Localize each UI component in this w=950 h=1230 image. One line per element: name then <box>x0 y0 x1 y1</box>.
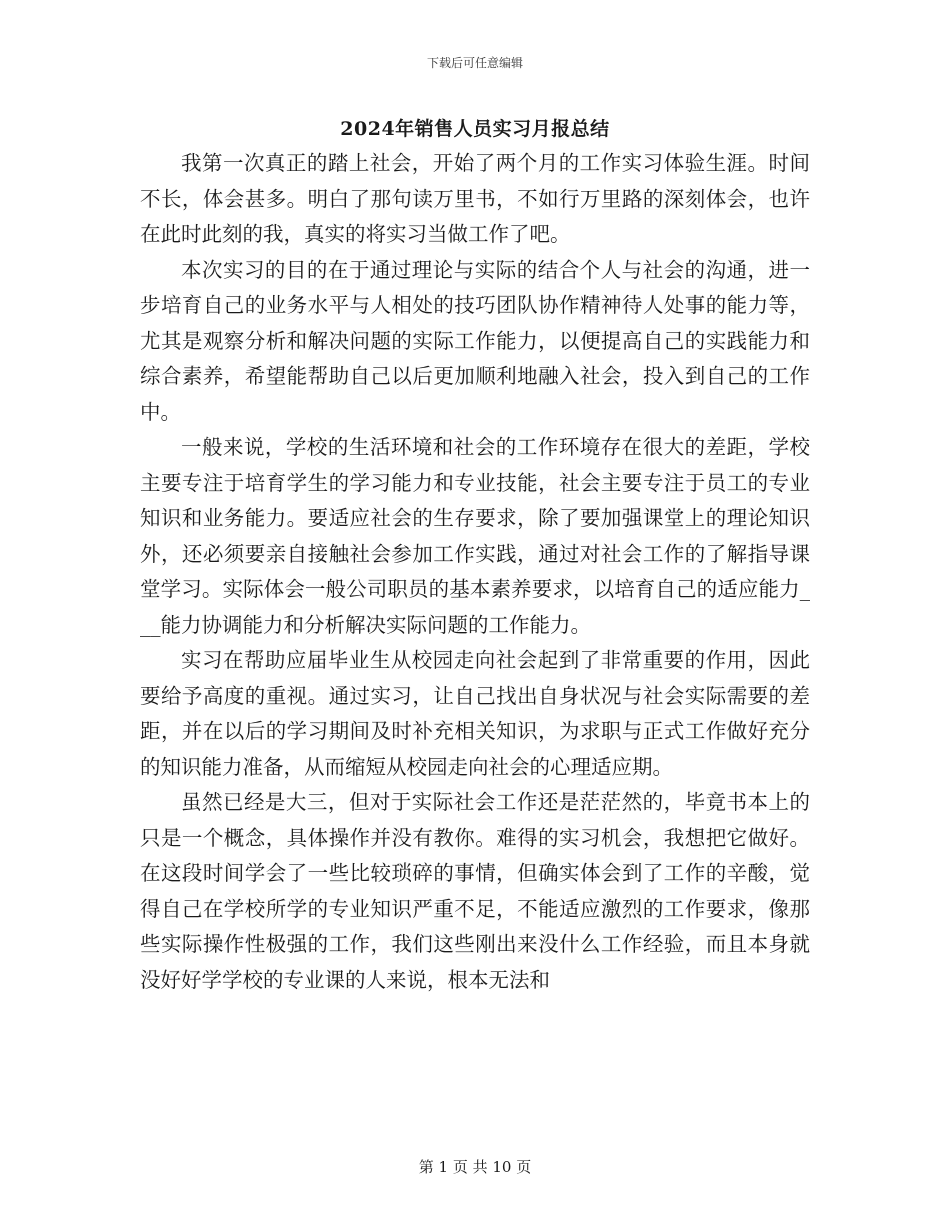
paragraph: 我第一次真正的踏上社会，开始了两个月的工作实习体验生涯。时间不长，体会甚多。明白了那句读万里书，不如行万里路的深刻体会，也许在此时此刻的我，真实的将实习当做工作了吧。 <box>140 151 810 246</box>
page-number: 第 1 页 共 10 页 <box>418 1158 532 1176</box>
document-body <box>140 146 810 998</box>
paragraph: 实习在帮助应届毕业生从校园走向社会起到了非常重要的作用，因此要给予高度的重视。通过实习，让自己找出自身状况与社会实际需要的差距，并在以后的学习期间及时补充相关知识，为求职与正式工作做好充分的知识能力准备，从而缩短从校园走向社会的心理适应期。 <box>140 648 810 779</box>
paragraph: 一般来说，学校的生活环境和社会的工作环境存在很大的差距，学校主要专注于培育学生的学习能力和专业技能，社会主要专注于员工的专业知识和业务能力。要适应社会的生存要求，除了要加强课堂上的理论知识外，还必须要亲自接触社会参加工作实践，通过对社会工作的了解指导课堂学习。实际体会一般公司职员的基本素养要求，以培育自己的适应能力___能力协调能力和分析解决实际问题的工作能力。 <box>140 435 810 637</box>
header-note: 下载后可任意编辑 <box>426 56 523 70</box>
document-title: 2024年销售人员实习月报总结 <box>340 118 610 140</box>
paragraph: 本次实习的目的在于通过理论与实际的结合个人与社会的沟通，进一步培育自己的业务水平与人相处的技巧团队协作精神待人处事的能力等，尤其是观察分析和解决问题的实际工作能力，以便提高自己的实践能力和综合素养，希望能帮助自己以后更加顺利地融入社会，投入到自己的工作中。 <box>140 257 810 424</box>
paragraph: 虽然已经是大三，但对于实际社会工作还是茫茫然的，毕竟书本上的只是一个概念，具体操作并没有教你。难得的实习机会，我想把它做好。在这段时间学会了一些比较琐碎的事情，但确实体会到了工作的辛酸，觉得自己在学校所学的专业知识严重不足，不能适应激烈的工作要求，像那些实际操作性极强的工作，我们这些刚出来没什么工作经验，而且本身就没好好学学校的专业课的人来说，根本无法和 <box>140 790 810 992</box>
